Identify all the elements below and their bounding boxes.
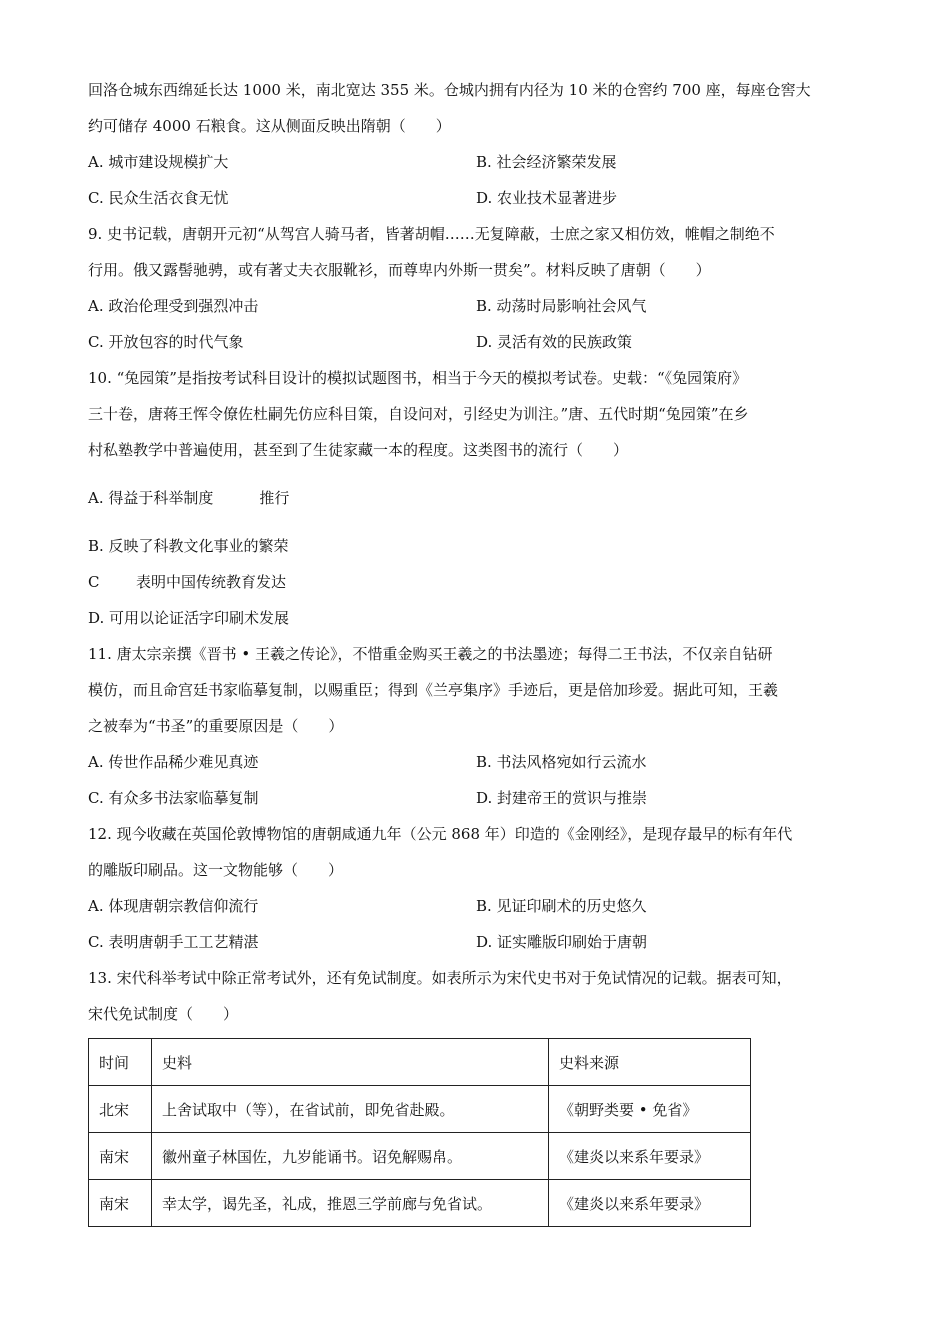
table-row <box>89 1086 751 1133</box>
exam-page <box>88 72 868 1227</box>
question-8 <box>88 72 868 216</box>
header-time: 时间 <box>89 1039 152 1086</box>
q8-options-row-2 <box>88 180 868 216</box>
q11-stem-line-2: 模仿，而且命宫廷书家临摹复制，以赐重臣；得到《兰亭集序》手迹后，更是倍加珍爱。据此可知，王羲 <box>88 681 779 699</box>
q10-option-c-label: C <box>88 573 100 591</box>
q8-stem-line-2: 约可储存 4000 石粮食。这从侧面反映出隋朝（ ） <box>88 117 451 135</box>
q12-options-row-1 <box>88 888 868 924</box>
table-row <box>89 1133 751 1180</box>
q10-option-a-suffix: 推行 <box>259 489 290 507</box>
q11-option-d[interactable]: D. 封建帝王的赏识与推崇 <box>476 789 648 807</box>
q9-options-row-1 <box>88 288 868 324</box>
q12-option-b[interactable]: B. 见证印刷术的历史悠久 <box>476 897 647 915</box>
q13-source-table <box>88 1038 751 1227</box>
q8-stem-line-1: 回洛仓城东西绵延长达 1000 米，南北宽达 355 米。仓城内拥有内径为 10 米的仓窖约 700 座，每座仓窖大 <box>88 81 811 99</box>
q11-option-a[interactable]: A. 传世作品稀少难见真迹 <box>88 753 259 771</box>
q8-option-a[interactable]: A. 城市建设规模扩大 <box>88 153 229 171</box>
q9-option-d[interactable]: D. 灵活有效的民族政策 <box>476 333 633 351</box>
q9-stem-line-1: 9. 史书记载，唐朝开元初“从驾宫人骑马者，皆著胡帽……无复障蔽，士庶之家又相仿效，帷帽之制绝不 <box>88 225 775 243</box>
cell-material: 上舍试取中（等），在省试前，即免省赴殿。 <box>152 1086 549 1133</box>
q8-option-c[interactable]: C. 民众生活衣食无忧 <box>88 189 229 207</box>
cell-source: 《朝野类要 • 免省》 <box>549 1086 751 1133</box>
q12-option-a[interactable]: A. 体现唐朝宗教信仰流行 <box>88 897 259 915</box>
q12-stem-line-1: 12. 现今收藏在英国伦敦博物馆的唐朝咸通九年（公元 868 年）印造的《金刚经》，是现存最早的标有年代 <box>88 825 793 843</box>
q10-stem-line-2: 三十卷，唐蒋王恽令僚佐杜嗣先仿应科目策，自设问对，引经史为训注。”唐、五代时期“兔园策”在乡 <box>88 405 749 423</box>
q8-option-b[interactable]: B. 社会经济繁荣发展 <box>476 153 617 171</box>
q12-option-d[interactable]: D. 证实雕版印刷始于唐朝 <box>476 933 648 951</box>
table-header-row <box>89 1039 751 1086</box>
cell-time: 南宋 <box>89 1180 152 1227</box>
header-material: 史料 <box>152 1039 549 1086</box>
q9-option-a[interactable]: A. 政治伦理受到强烈冲击 <box>88 297 259 315</box>
q10-option-a-text: A. 得益于科举制度 <box>88 489 214 507</box>
question-13 <box>88 960 868 1227</box>
q9-options-row-2 <box>88 324 868 360</box>
q13-stem-line-2: 宋代免试制度（ ） <box>88 1005 239 1023</box>
cell-material: 徽州童子林国佐，九岁能诵书。诏免解赐帛。 <box>152 1133 549 1180</box>
table-row <box>89 1180 751 1227</box>
q12-options-row-2 <box>88 924 868 960</box>
q11-option-b[interactable]: B. 书法风格宛如行云流水 <box>476 753 647 771</box>
q10-stem-line-3: 村私塾教学中普遍使用，甚至到了生徒家藏一本的程度。这类图书的流行（ ） <box>88 441 629 459</box>
cell-source: 《建炎以来系年要录》 <box>549 1133 751 1180</box>
cell-time: 北宋 <box>89 1086 152 1133</box>
q11-options-row-2 <box>88 780 868 816</box>
q10-option-c[interactable] <box>88 564 868 600</box>
q9-option-b[interactable]: B. 动荡时局影响社会风气 <box>476 297 647 315</box>
q13-stem-line-1: 13. 宋代科举考试中除正常考试外，还有免试制度。如表所示为宋代史书对于免试情况的记载。据表可知， <box>88 969 792 987</box>
question-12 <box>88 816 868 960</box>
question-11 <box>88 636 868 816</box>
q10-option-a[interactable] <box>88 480 868 516</box>
q10-option-d[interactable]: D. 可用以论证活字印刷术发展 <box>88 609 290 627</box>
question-10 <box>88 360 868 636</box>
q11-stem-line-3: 之被奉为“书圣”的重要原因是（ ） <box>88 717 344 735</box>
q12-option-c[interactable]: C. 表明唐朝手工工艺精湛 <box>88 933 259 951</box>
header-source: 史料来源 <box>549 1039 751 1086</box>
q11-option-c[interactable]: C. 有众多书法家临摹复制 <box>88 789 259 807</box>
q10-option-b[interactable]: B. 反映了科教文化事业的繁荣 <box>88 537 289 555</box>
q8-options-row-1 <box>88 144 868 180</box>
q9-option-c[interactable]: C. 开放包容的时代气象 <box>88 333 244 351</box>
q8-option-d[interactable]: D. 农业技术显著进步 <box>476 189 618 207</box>
cell-time: 南宋 <box>89 1133 152 1180</box>
cell-material: 幸太学，谒先圣，礼成，推恩三学前廊与免省试。 <box>152 1180 549 1227</box>
q9-stem-line-2: 行用。俄又露髻驰骋，或有著丈夫衣服靴衫，而尊卑内外斯一贯矣”。材料反映了唐朝（ ） <box>88 261 711 279</box>
question-9 <box>88 216 868 360</box>
q10-stem-line-1: 10. “兔园策”是指按考试科目设计的模拟试题图书，相当于今天的模拟考试卷。史载：“《兔园策府》 <box>88 369 748 387</box>
q12-stem-line-2: 的雕版印刷品。这一文物能够（ ） <box>88 861 344 879</box>
q10-option-c-text: 表明中国传统教育发达 <box>136 573 287 591</box>
q11-stem-line-1: 11. 唐太宗亲撰《晋书 • 王羲之传论》，不惜重金购买王羲之的书法墨迹；每得二王书法，不仅亲自钻研 <box>88 645 773 663</box>
q11-options-row-1 <box>88 744 868 780</box>
cell-source: 《建炎以来系年要录》 <box>549 1180 751 1227</box>
